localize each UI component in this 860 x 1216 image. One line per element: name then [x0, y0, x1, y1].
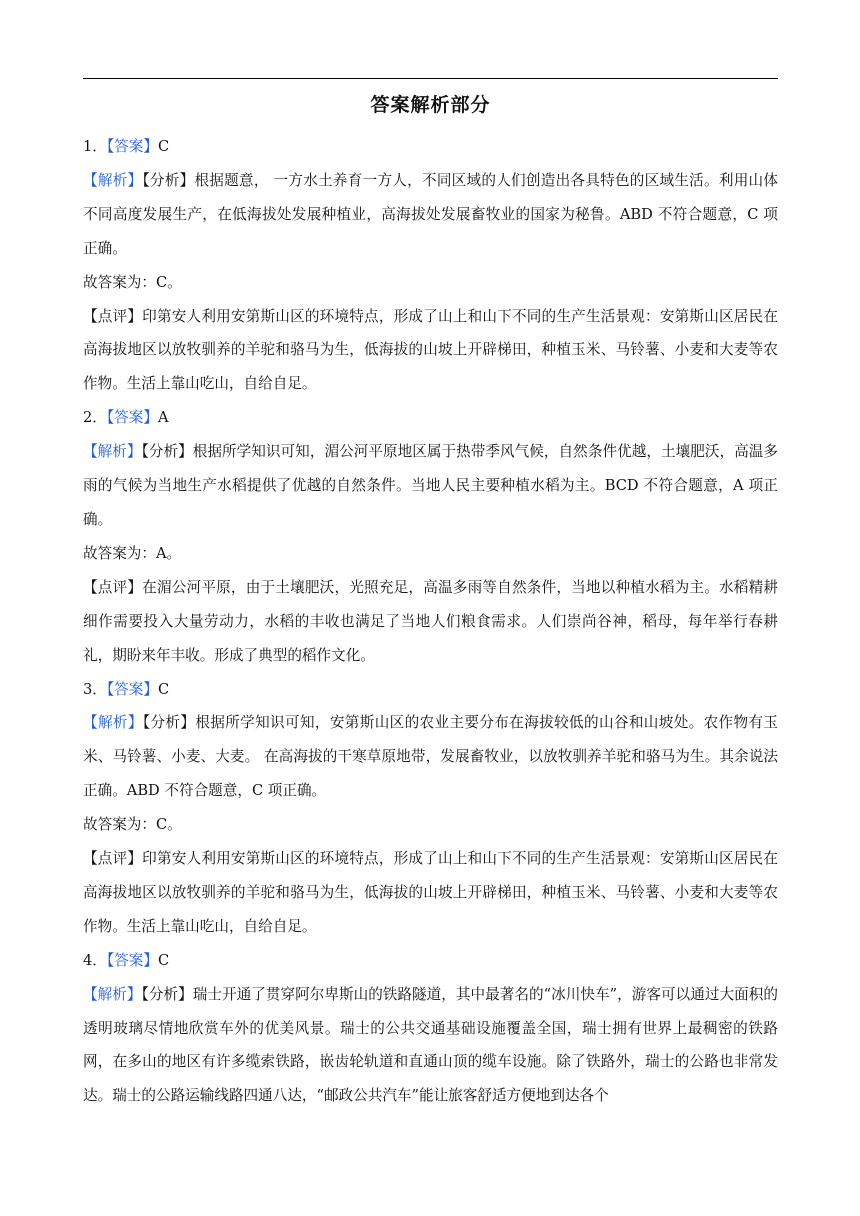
answer-content — [83, 130, 778, 1113]
conclusion-2: 故答案为：A。 — [83, 544, 182, 562]
answer-tag: 【答案】 — [106, 680, 158, 698]
item-number: 3． — [83, 680, 107, 698]
comment-text: 在湄公河平原，由于土壤肥沃，光照充足，高温多雨等自然条件，当地以种植水稻为主。水稻精耕细作需要投入大量劳动力，水稻的丰收也满足了当地人们粮食需求。人们崇尚谷神，稻母，每年举行春耕礼，期盼来年丰收。形成了典型的稻作文化。 — [83, 578, 778, 664]
answer-line-2 — [83, 401, 778, 435]
item-number: 1． — [83, 138, 107, 155]
analysis-text: 根据所学知识可知，湄公河平原地区属于热带季风气候，自然条件优越，土壤肥沃，高温多雨的气候为当地生产水稻提供了优越的自然条件。当地人民主要种植水稻为主。BCD 不符合题意，A 项正确。 — [83, 443, 778, 528]
comment-text: 印第安人利用安第斯山区的环境特点，形成了山上和山下不同的生产生活景观：安第斯山区居民在高海拔地区以放牧驯养的羊驼和骆马为生，低海拔的山坡上开辟梯田，种植玉米、马铃薯、小麦和大麦等农作物。生活上靠山吃山，自给自足。 — [83, 307, 778, 393]
answer-value: A — [157, 409, 169, 427]
fenxi-tag: 【分析】 — [141, 443, 193, 461]
fenxi-tag: 【分析】 — [141, 985, 193, 1003]
answer-line-1 — [83, 130, 778, 164]
answer-value: C — [157, 680, 170, 698]
comment-tag: 【点评】 — [83, 578, 143, 596]
page-title: 答案解析部分 — [370, 94, 491, 116]
analysis-text: 根据所学知识可知，安第斯山区的农业主要分布在海拔较低的山谷和山坡处。农作物有玉米、马铃薯、小麦、大麦。 在高海拔的干寒草原地带，发展畜牧业，以放牧驯养羊驼和骆马为生。其余说法正确。ABD 不符合题意，C 项正确。 — [83, 714, 778, 800]
comment-paragraph-2 — [83, 571, 778, 673]
answer-tag: 【答案】 — [106, 951, 158, 969]
analysis-text: 根据题意， 一方水土养育一方人，不同区域的人们创造出各具特色的区域生活。利用山体不同高度发展生产，在低海拔处发展种植业，高海拔处发展畜牧业的国家为秘鲁。ABD 不符合题意，C 项正确。 — [83, 171, 778, 257]
comment-text: 印第安人利用安第斯山区的环境特点，形成了山上和山下不同的生产生活景观：安第斯山区居民在高海拔地区以放牧驯养的羊驼和骆马为生，低海拔的山坡上开辟梯田，种植玉米、马铃薯、小麦和大麦等农作物。生活上靠山吃山，自给自足。 — [83, 850, 778, 935]
fenxi-tag: 【分析】 — [142, 171, 195, 189]
analysis-paragraph-1 — [83, 164, 778, 266]
comment-paragraph-1 — [83, 300, 778, 402]
jiexi-tag: 【解析】 — [83, 171, 143, 189]
jiexi-tag: 【解析】 — [83, 443, 142, 461]
comment-tag: 【点评】 — [83, 307, 143, 325]
answer-value: C — [157, 951, 170, 969]
answer-tag: 【答案】 — [106, 138, 158, 155]
analysis-paragraph-2 — [83, 435, 778, 537]
answer-line-4 — [83, 944, 778, 978]
jiexi-tag: 【解析】 — [83, 985, 142, 1003]
analysis-paragraph-3 — [83, 706, 778, 808]
analysis-text: 瑞士开通了贯穿阿尔卑斯山的铁路隧道，其中最著名的“冰川快车”，游客可以通过大面积的透明玻璃尽情地欣赏车外的优美风景。瑞士的公共交通基础设施覆盖全国，瑞士拥有世界上最稠密的铁路网，在多山的地区有许多缆索铁路，嵌齿轮轨道和直通山顶的缆车设施。除了铁路外，瑞士的公路也非常发达。瑞士的公路运输线路四通八达，“邮政公共汽车”能让旅客舒适方便地到达各个 — [83, 985, 778, 1105]
answer-line-3 — [83, 673, 778, 707]
item-number: 4． — [83, 951, 107, 969]
comment-paragraph-3 — [83, 842, 778, 944]
conclusion-1: 故答案为：C。 — [83, 273, 182, 291]
conclusion-3: 故答案为：C。 — [83, 816, 182, 834]
answer-value: C — [157, 138, 170, 155]
header-rule — [83, 78, 778, 79]
answer-tag: 【答案】 — [106, 409, 158, 427]
comment-tag: 【点评】 — [83, 850, 143, 868]
fenxi-tag: 【分析】 — [142, 714, 196, 732]
jiexi-tag: 【解析】 — [83, 714, 143, 732]
analysis-paragraph-4 — [83, 978, 778, 1114]
item-number: 2． — [83, 409, 107, 427]
